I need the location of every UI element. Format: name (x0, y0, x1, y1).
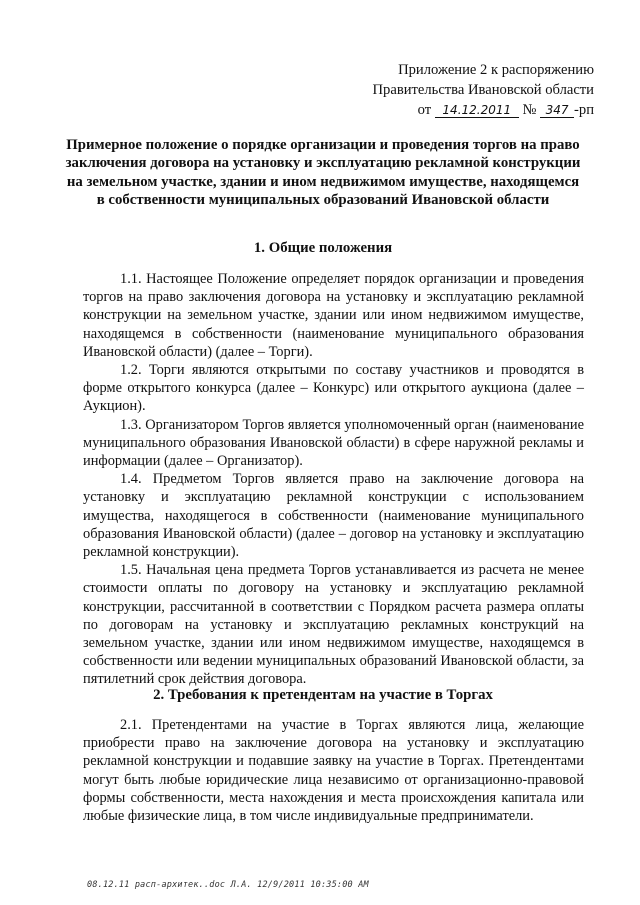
paragraph-1-5: 1.5. Начальная цена предмета Торгов устанавливается из расчета не менее стоимости оплаты по договору на установку и эксплуатацию рекламной конструкции, рассчитанной в соответствии с Порядком расчета размера оплаты по договорам на установку и эксплуатацию рекламных конструкций на земельном участке, здании или ином недвижимом имуществе, находящемся в собственности или ведении муниципальных образований Ивановской области, за пятилетний срок действия договора. (83, 562, 584, 688)
appendix-line-2: Правительства Ивановской области (372, 82, 594, 98)
section-heading-2: 2. Требования к претендентам на участие в Торгах (153, 687, 493, 703)
number-suffix: -рп (574, 102, 594, 118)
section-1-body (83, 270, 584, 689)
number-label: № (522, 102, 537, 118)
handwritten-number: 347 (540, 103, 574, 118)
section-2-body (83, 716, 584, 825)
document-title: Примерное положение о порядке организации и проведения торгов на право заключения договора на установку и эксплуатацию рекламной конструкции на земельном участке, здании и ином недвижимом имуществе, находящемся в собственности муниципальных образований Ивановской области (65, 137, 581, 209)
appendix-line-1: Приложение 2 к распоряжению (398, 62, 594, 78)
section-heading-1: 1. Общие положения (253, 240, 393, 256)
paragraph-1-3: 1.3. Организатором Торгов является уполномоченный орган (наименование муниципального образования Ивановской области) в сфере наружной рекламы и информации (далее – Организатор). (83, 416, 584, 470)
from-label: от (417, 102, 432, 118)
handwritten-date: 14.12.2011 (435, 103, 519, 118)
appendix-block (330, 60, 594, 120)
appendix-line-3 (330, 100, 594, 120)
file-footer: 08.12.11 расп-архитек..doc Л.А. 12/9/2011 10:35:00 AM (87, 880, 369, 890)
paragraph-1-1: 1.1. Настоящее Положение определяет порядок организации и проведения торгов на право заключения договора на установку и эксплуатацию рекламной конструкции на земельном участке, здании или ином недвижимом имуществе, находящемся в собственности (наименование муниципального образования Ивановской области) (далее – Торги). (83, 271, 584, 360)
paragraph-1-4: 1.4. Предметом Торгов является право на заключение договора на установку и эксплуатацию рекламной конструкции с использованием имущества, находящегося в собственности (наименование муниципального образования Ивановской области) (далее – договор на установку и эксплуатацию рекламной конструкции). (83, 471, 584, 561)
paragraph-2-1: 2.1. Претендентами на участие в Торгах являются лица, желающие приобрести право на заключение договора на установку и эксплуатацию рекламной конструкции и подавшие заявку на участие в Торгах. Претендентами могут быть любые юридические лица независимо от организационно-правовой формы собственности, места нахождения и места происхождения капитала или любые физические лица, в том числе индивидуальные предприниматели. (83, 717, 584, 825)
paragraph-1-2: 1.2. Торги являются открытыми по составу участников и проводятся в форме открытого конкурса (далее – Конкурс) или открытого аукциона (далее – Аукцион). (83, 362, 584, 415)
